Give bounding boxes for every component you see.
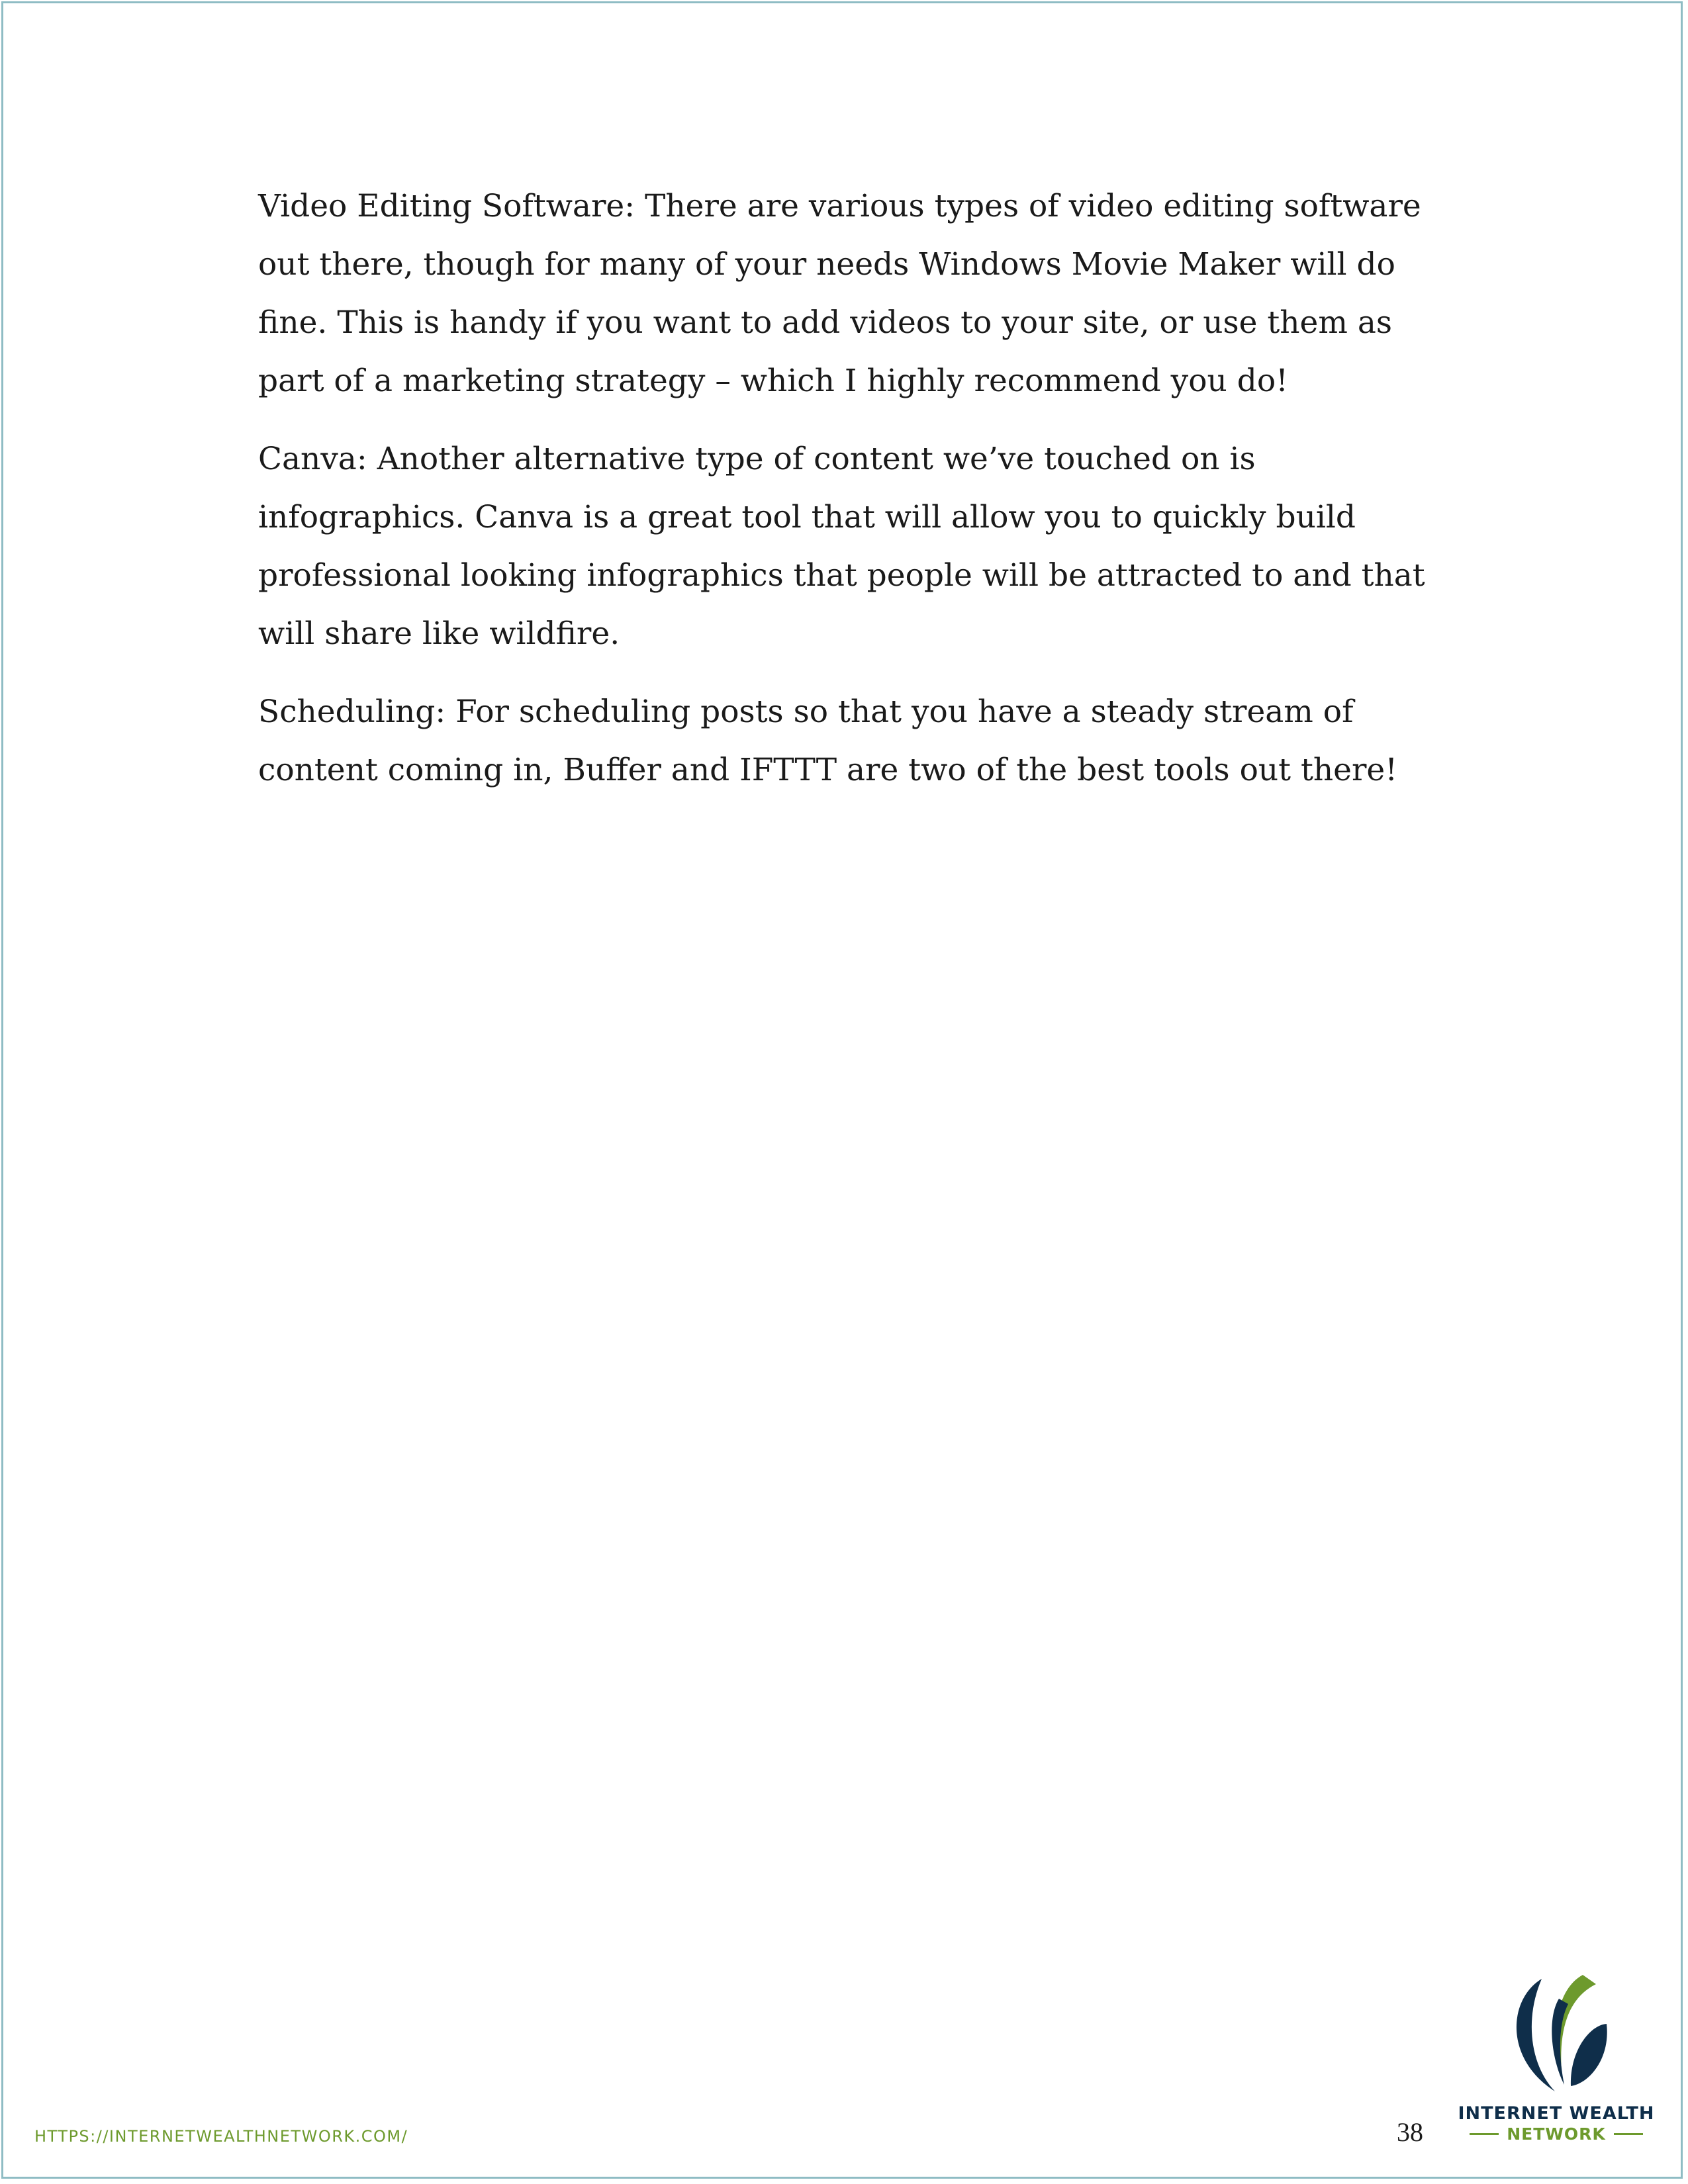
- logo-text-network: NETWORK: [1507, 2124, 1606, 2144]
- paragraph-video-editing: Video Editing Software: There are various types of video editing software out there, though for many of your needs Windows Movie Maker will do fine. This is handy if you want to add videos to your site, or use them as part of a marketing strategy – which I highly recommend you do!: [258, 188, 1421, 399]
- page-number: 38: [1397, 2117, 1423, 2147]
- footer-url-link[interactable]: HTTPS://INTERNETWEALTHNETWORK.COM/: [34, 2127, 408, 2146]
- logo-swoosh-icon: [1490, 1972, 1622, 2101]
- internet-wealth-network-logo: [1454, 1972, 1659, 2144]
- logo-rule-right: [1614, 2133, 1643, 2135]
- logo-text-line2: [1454, 2124, 1659, 2144]
- paragraph-canva: Canva: Another alternative type of content we’ve touched on is infographics. Canva is a great tool that will allow you to quickly build professional looking infographics that people will be attracted to and that will share like wildfire.: [258, 441, 1425, 652]
- body-text: [258, 177, 1443, 819]
- logo-rule-left: [1470, 2133, 1499, 2135]
- paragraph-scheduling: Scheduling: For scheduling posts so that you have a steady stream of content coming in, Buffer and IFTTT are two of the best tools out there!: [258, 694, 1398, 788]
- logo-text-line1: INTERNET WEALTH: [1458, 2103, 1655, 2124]
